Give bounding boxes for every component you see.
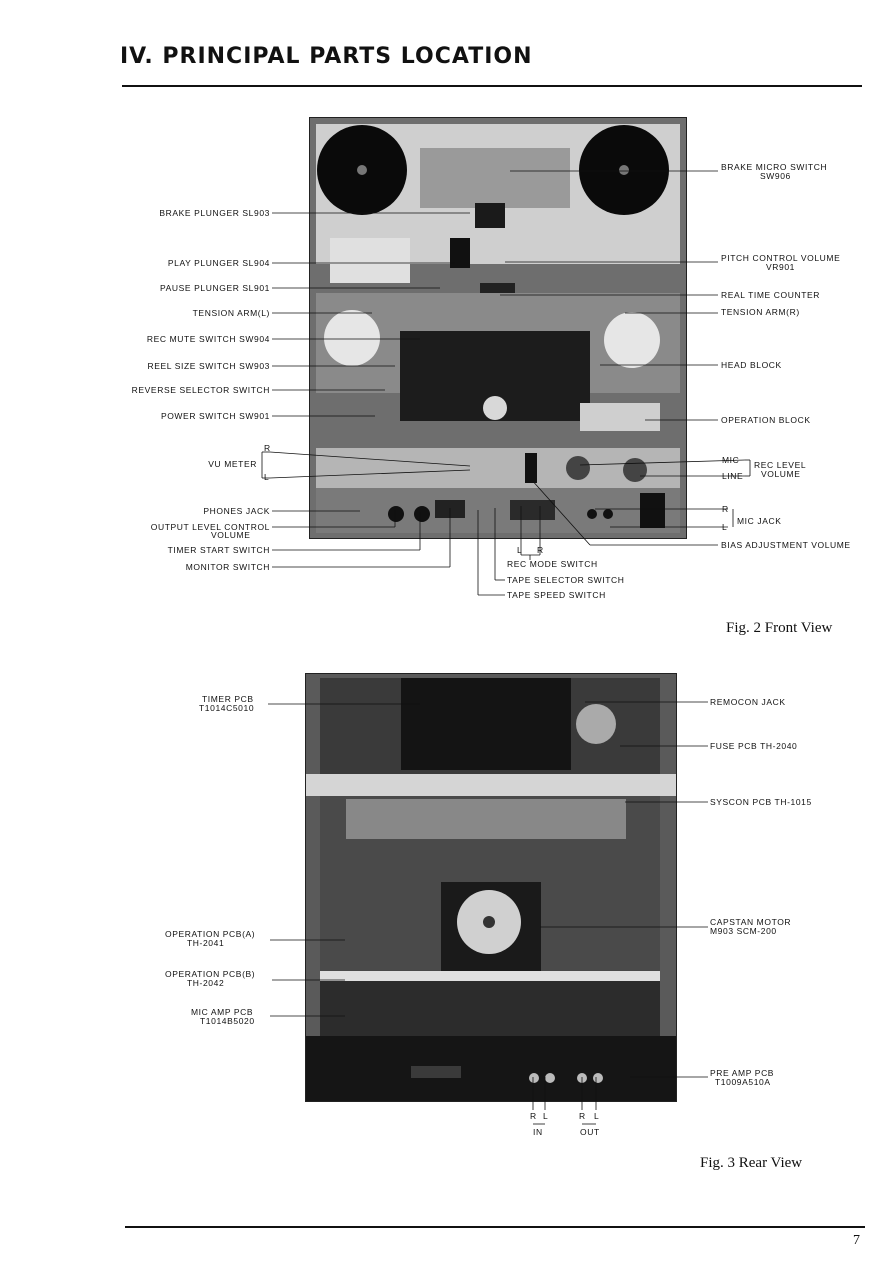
label-in: IN <box>533 1127 543 1137</box>
front-view-photo <box>309 117 687 539</box>
label-in-l: L <box>543 1111 549 1121</box>
label-rec-mute-switch: REC MUTE SWITCH SW904 <box>146 334 270 344</box>
label-phones-jack: PHONES JACK <box>203 506 270 516</box>
label-reverse-selector: REVERSE SELECTOR SWITCH <box>131 385 270 395</box>
label-output-level-volume: VOLUME <box>211 530 251 540</box>
label-bias-adjustment: BIAS ADJUSTMENT VOLUME <box>721 540 851 550</box>
label-brake-micro-sw906: SW906 <box>760 171 791 181</box>
label-capstan-motor-part: M903 SCM-200 <box>710 926 777 936</box>
label-out-r: R <box>579 1111 586 1121</box>
label-operation-block: OPERATION BLOCK <box>721 415 811 425</box>
label-vu-l: L <box>264 472 270 482</box>
label-vu-r: R <box>264 443 271 453</box>
label-vu-meter: VU METER <box>208 459 257 469</box>
label-power-switch: POWER SWITCH SW901 <box>160 411 270 421</box>
label-tape-selector-switch: TAPE SELECTOR SWITCH <box>507 575 625 585</box>
label-operation-pcb-b-part: TH-2042 <box>187 978 225 988</box>
label-timer-start-switch: TIMER START SWITCH <box>167 545 270 555</box>
label-rec-mode-switch: REC MODE SWITCH <box>507 559 598 569</box>
label-syscon-pcb: SYSCON PCB TH-1015 <box>710 797 812 807</box>
label-mic-jack-l: L <box>722 522 728 532</box>
label-tension-arm-right: TENSION ARM(R) <box>721 307 800 317</box>
page-title: IV. PRINCIPAL PARTS LOCATION <box>120 44 533 69</box>
footer-rule <box>125 1226 865 1228</box>
label-brake-micro-switch: BRAKE MICRO SWITCH <box>721 162 828 172</box>
label-timer-pcb-part: T1014C5010 <box>199 703 255 713</box>
rear-view-photo <box>305 673 677 1102</box>
label-operation-pcb-a-part: TH-2041 <box>187 938 225 948</box>
label-capstan-motor: CAPSTAN MOTOR <box>710 917 792 927</box>
label-pre-amp-pcb-part: T1009A510A <box>715 1077 771 1087</box>
label-rec-level: REC LEVEL <box>754 460 807 470</box>
label-in-r: R <box>530 1111 537 1121</box>
label-mic-amp-pcb-part: T1014B5020 <box>200 1016 255 1026</box>
label-rec-mode-l: L <box>517 545 523 555</box>
label-timer-pcb: TIMER PCB <box>202 694 254 704</box>
label-reel-size-switch: REEL SIZE SWITCH SW903 <box>147 361 270 371</box>
figure-3-caption: Fig. 3 Rear View <box>700 1155 803 1171</box>
label-out-l: L <box>594 1111 600 1121</box>
label-pitch-control-vr901: VR901 <box>766 262 795 272</box>
figure-2-caption: Fig. 2 Front View <box>726 620 833 636</box>
label-tension-arm-left: TENSION ARM(L) <box>192 308 270 318</box>
label-play-plunger: PLAY PLUNGER SL904 <box>167 258 270 268</box>
page-number: 7 <box>853 1233 860 1248</box>
label-tape-speed-switch: TAPE SPEED SWITCH <box>507 590 606 600</box>
rear-view-illustration <box>306 674 676 1101</box>
label-real-time-counter: REAL TIME COUNTER <box>721 290 820 300</box>
label-rec-level-volume: VOLUME <box>761 469 801 479</box>
label-fuse-pcb: FUSE PCB TH-2040 <box>710 741 798 751</box>
label-monitor-switch: MONITOR SWITCH <box>185 562 270 572</box>
label-pause-plunger: PAUSE PLUNGER SL901 <box>160 283 270 293</box>
front-view-illustration <box>310 118 686 538</box>
label-pitch-control-volume: PITCH CONTROL VOLUME <box>721 253 841 263</box>
label-mic-jack: MIC JACK <box>737 516 782 526</box>
label-mic-amp-pcb: MIC AMP PCB <box>191 1007 254 1017</box>
label-mic-jack-r: R <box>722 504 729 514</box>
label-head-block: HEAD BLOCK <box>721 360 782 370</box>
label-out: OUT <box>580 1127 600 1137</box>
label-output-level-control: OUTPUT LEVEL CONTROL <box>150 522 270 532</box>
header-rule <box>122 85 862 87</box>
label-rec-mode-r: R <box>537 545 544 555</box>
label-remocon-jack: REMOCON JACK <box>710 697 786 707</box>
label-mic-input: MIC <box>722 455 740 465</box>
label-operation-pcb-b: OPERATION PCB(B) <box>165 969 256 979</box>
label-line-input: LINE <box>722 471 744 481</box>
label-operation-pcb-a: OPERATION PCB(A) <box>165 929 256 939</box>
label-pre-amp-pcb: PRE AMP PCB <box>710 1068 775 1078</box>
label-brake-plunger: BRAKE PLUNGER SL903 <box>159 208 270 218</box>
